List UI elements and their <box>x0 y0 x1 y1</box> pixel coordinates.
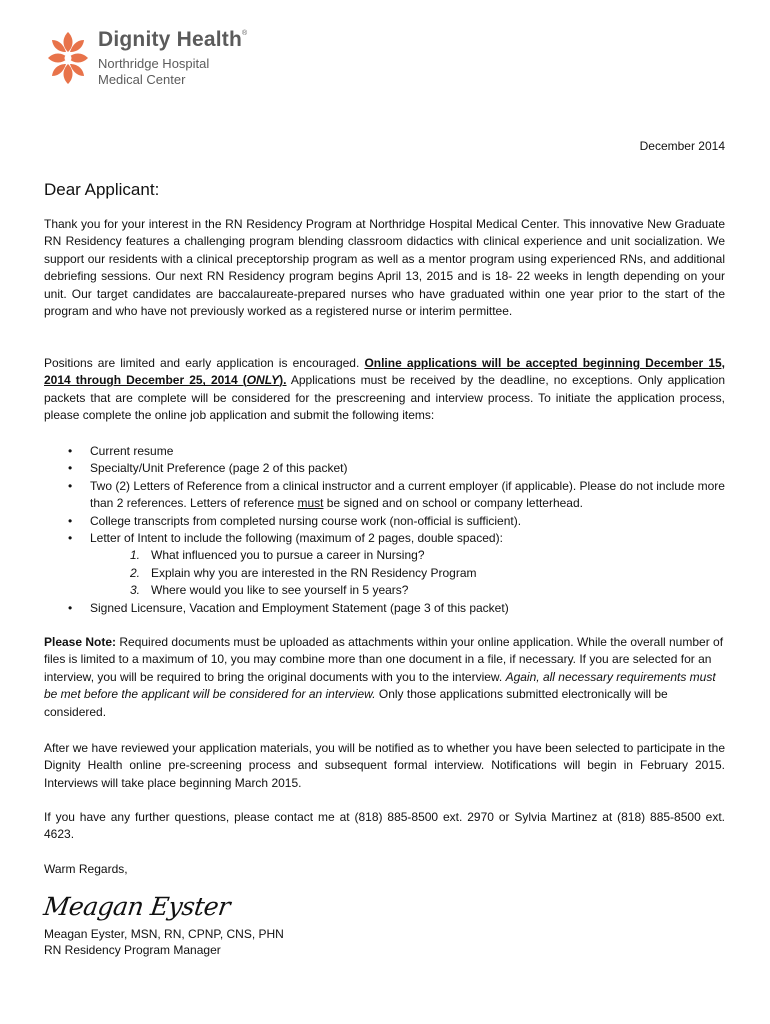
brand-name: Dignity Health® <box>98 28 248 51</box>
list-item: • Specialty/Unit Preference (page 2 of this packet) <box>68 461 348 476</box>
application-paragraph: Positions are limited and early application is encouraged. Online applications will be accepted beginning December 15, 2014 through December 25, 2014 (ONLY). Applications must be received by the deadline, no exceptions. Only application packets that are complete will be considered for the prescreening and interview process. To initiate the application process, please complete the online job application and submit the following items: <box>44 356 725 423</box>
review-paragraph: After we have reviewed your application materials, you will be notified as to whether you have been selected to participate in the Dignity Health online pre-screening process and subsequent formal interview. Notifications will begin in February 2015. Interviews will take place beginning March 2015. <box>44 741 725 790</box>
list-item: • Two (2) Letters of Reference from a clinical instructor and a current employer (if applicable). Please do not include more than 2 references. Letters of reference must be signed and on school or company letterhead. <box>68 478 725 511</box>
list-item: • College transcripts from completed nursing course work (non-official is sufficient). <box>68 513 522 528</box>
deadline-highlight: Online applications will be accepted beginning December 15, 2014 through December 25, 2014 (ONLY). <box>44 356 725 388</box>
intent-question: 3. Where would you like to see yourself in 5 years? <box>130 583 409 598</box>
facility-name-line1: Northridge Hospital <box>98 56 210 71</box>
letter-date: December 2014 <box>639 139 725 153</box>
list-item: • Signed Licensure, Vacation and Employment Statement (page 3 of this packet) <box>68 600 509 615</box>
intent-question: 1. What influenced you to pursue a career in Nursing? <box>130 548 425 563</box>
signer-title: RN Residency Program Manager <box>44 943 221 957</box>
salutation: Dear Applicant: <box>44 180 160 199</box>
dignity-health-logo <box>44 26 284 92</box>
contact-paragraph: If you have any further questions, please contact me at (818) 885-8500 ext. 2970 or Sylvia Martinez at (818) 885-8500 ext. 4623. <box>44 810 725 842</box>
requirements-list <box>44 443 725 617</box>
please-note-paragraph: Please Note: Required documents must be uploaded as attachments within your online application. While the overall number of files is limited to a maximum of 10, you may combine more than one document in a file, if necessary. If you are selected for an interview, you will be required to bring the original documents with you to the interview. Again, all necessary requirements must be met before the applicant will be considered for an interview. Only those applications submitted electronically will be considered. <box>44 635 724 719</box>
list-item: • Current resume <box>68 444 174 458</box>
facility-name-line2: Medical Center <box>98 72 186 87</box>
dignity-health-flower-icon <box>44 28 92 88</box>
list-item: • Letter of Intent to include the following (maximum of 2 pages, double spaced): <box>68 531 503 546</box>
handwritten-signature: Meagan Eyster <box>41 892 232 921</box>
closing: Warm Regards, <box>44 862 128 876</box>
signer-name: Meagan Eyster, MSN, RN, CPNP, CNS, PHN <box>44 927 284 941</box>
intent-question: 2. Explain why you are interested in the RN Residency Program <box>130 565 477 580</box>
intro-paragraph: Thank you for your interest in the RN Residency Program at Northridge Hospital Medical Center. This innovative New Graduate RN Residency features a challenging program blending classroom didactics with clinical experience and unit socialization. We support our residents with a clinical preceptorship program as well as a mentor program using experienced RNs, and additional debriefing sessions. Our next RN Residency program begins April 13, 2015 and is 18- 22 weeks in length depending on your unit. Our target candidates are baccalaureate-prepared nurses who have graduated within one year prior to the start of the program and who have not previously worked as a registered nurse or interim permittee. <box>44 217 725 319</box>
